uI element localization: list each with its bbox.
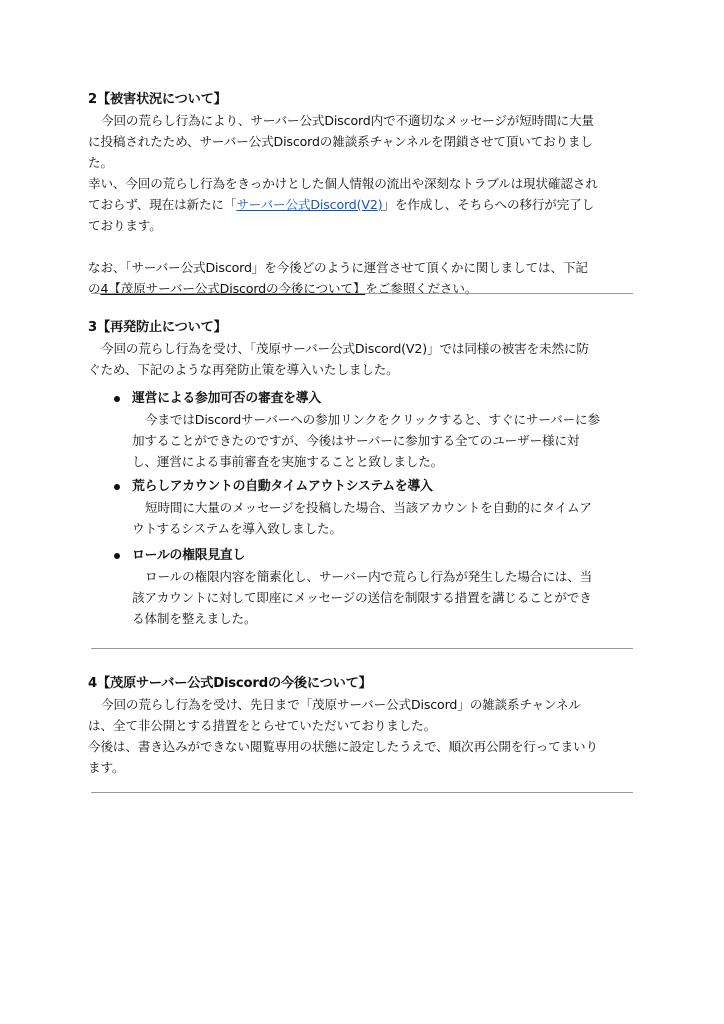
- body-line: [88, 194, 648, 215]
- body-line: ぐため、下記のような再発防止策を導入いたしました。: [88, 362, 399, 377]
- section-body: [88, 110, 648, 299]
- divider: [91, 792, 633, 793]
- bullet-title: ロールの権限見直し: [132, 548, 246, 563]
- body-line: [88, 278, 648, 299]
- bullet-body: [132, 497, 644, 539]
- bullet-title: 荒らしアカウントの自動タイムアウトシステムを導入: [132, 479, 433, 494]
- body-line: 今回の荒らし行為を受け、先日まで「茂原サーバー公式Discord」の雑談系チャンネル: [101, 697, 581, 712]
- bullet-dot: [114, 396, 120, 402]
- body-line: 短時間に大量のメッセージを投稿した場合、当該アカウントを自動的にタイムア: [145, 500, 592, 515]
- section-damage-status: [88, 90, 648, 299]
- body-line: なお、「サーバー公式Discord」を今後どのように運営させて頂くかに関しましては、下記: [88, 260, 588, 275]
- section-heading: 2【被害状況について】: [88, 92, 227, 107]
- body-line: 今回の荒らし行為により、サーバー公式Discord内で不適切なメッセージが短時間に大量: [101, 113, 594, 128]
- section-future-plan: [88, 674, 648, 778]
- section-heading: 4【茂原サーバー公式Discordの今後について】: [88, 676, 372, 691]
- body-text: をご参照ください。: [365, 281, 478, 296]
- divider: [91, 648, 633, 649]
- body-line: 今まではDiscordサーバーへの参加リンクをクリックすると、すぐにサーバーに参: [145, 412, 600, 427]
- body-line: 今後は、書き込みができない閲覧専用の状態に設定したうえで、順次再公開を行ってまいり: [88, 739, 598, 754]
- bullet-title: 運営による参加可否の審査を導入: [132, 391, 321, 406]
- bullet-dot: [114, 484, 120, 490]
- blank-line: [88, 236, 648, 257]
- section-body: [88, 694, 648, 778]
- body-line: ロールの権限内容を簡素化し、サーバー内で荒らし行為が発生した場合には、当: [145, 569, 593, 584]
- section-heading: 3【再発防止について】: [88, 320, 227, 335]
- body-line: ウトするシステムを導入致しました。: [132, 521, 342, 536]
- body-line: 該アカウントに対して即座にメッセージの送信を制限する措置を講じることができ: [132, 590, 592, 605]
- body-text: ておらず、現在は新たに「: [88, 197, 237, 212]
- body-line: た。: [88, 155, 113, 170]
- body-line: る体制を整えました。: [132, 611, 257, 626]
- bullet-body: [132, 409, 644, 472]
- section-body: [88, 338, 648, 380]
- body-text: の: [88, 281, 101, 296]
- section-prevention: [88, 318, 648, 380]
- divider: [91, 293, 633, 294]
- body-line: し、運営による事前審査を実施することと致しました。: [132, 454, 444, 469]
- body-line: は、全て非公開とする措置をとらせていただいておりました。: [88, 718, 437, 733]
- body-line: に投稿されたため、サーバー公式Discordの雑談系チャンネルを閉鎖させて頂いておりまし: [88, 134, 593, 149]
- section4-reference: 4【茂原サーバー公式Discordの今後について】: [100, 281, 366, 296]
- bullet-body: [132, 566, 644, 629]
- body-line: 加することができたのですが、今後はサーバーに参加する全てのユーザー様に対: [132, 433, 580, 448]
- body-line: 今回の荒らし行為を受け、「茂原サーバー公式Discord(V2)」では同様の被害を未然に防: [101, 341, 589, 356]
- body-line: ております。: [88, 218, 162, 233]
- body-line: 幸い、今回の荒らし行為をきっかけとした個人情報の流出や深刻なトラブルは現状確認され: [88, 176, 598, 191]
- discord-v2-link[interactable]: サーバー公式Discord(V2): [236, 197, 383, 212]
- body-line: ます。: [88, 760, 125, 775]
- bullet-dot: [114, 553, 120, 559]
- body-text: 」を作成し、そちらへの移行が完了し: [382, 197, 595, 212]
